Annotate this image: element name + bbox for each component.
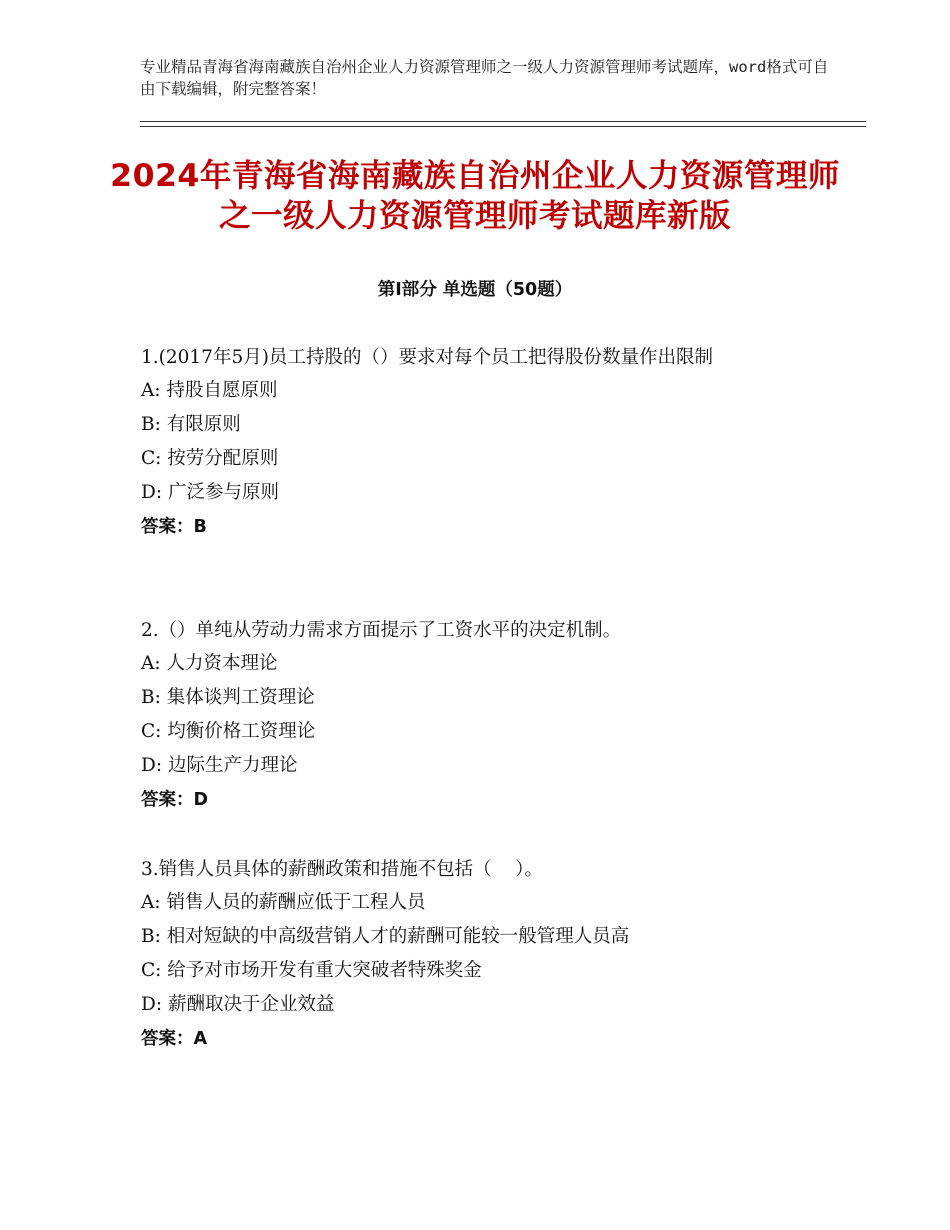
option-d: D: 薪酬取决于企业效益 — [141, 994, 335, 1015]
option-a: A: 人力资本理论 — [141, 653, 278, 674]
option-a: A: 持股自愿原则 — [141, 380, 278, 401]
answer: 答案：B — [141, 517, 207, 537]
answer: 答案：D — [141, 790, 209, 810]
option-d: D: 广泛参与原则 — [141, 482, 279, 503]
option-c: C: 按劳分配原则 — [141, 448, 279, 469]
question-3 — [141, 853, 821, 1056]
answer: 答案：A — [141, 1029, 208, 1049]
option-d: D: 边际生产力理论 — [141, 755, 298, 776]
option-b: B: 集体谈判工资理论 — [141, 687, 315, 708]
header-divider-thin — [140, 126, 866, 127]
document-title: 2024年青海省海南藏族自治州企业人力资源管理师之一级人力资源管理师考试题库新版 — [110, 158, 840, 234]
question-stem: 2.（）单纯从劳动力需求方面提示了工资水平的决定机制。 — [141, 620, 622, 641]
question-2 — [141, 614, 821, 817]
section-heading: 第Ⅰ部分 单选题（50题） — [377, 280, 573, 300]
option-b: B: 有限原则 — [141, 414, 241, 435]
header-divider-thick — [140, 121, 866, 122]
option-b: B: 相对短缺的中高级营销人才的薪酬可能较一般管理人员高 — [141, 926, 630, 947]
option-c: C: 均衡价格工资理论 — [141, 721, 316, 742]
question-1 — [141, 341, 821, 544]
option-c: C: 给予对市场开发有重大突破者特殊奖金 — [141, 960, 482, 981]
question-stem: 3.销售人员具体的薪酬政策和措施不包括（ ）。 — [141, 859, 543, 880]
question-stem: 1.(2017年5月)员工持股的（）要求对每个员工把得股份数量作出限制 — [141, 347, 713, 368]
header-note: 专业精品青海省海南藏族自治州企业人力资源管理师之一级人力资源管理师考试题库，word格式可自由下载编辑，附完整答案！ — [140, 58, 829, 98]
option-a: A: 销售人员的薪酬应低于工程人员 — [141, 892, 426, 913]
